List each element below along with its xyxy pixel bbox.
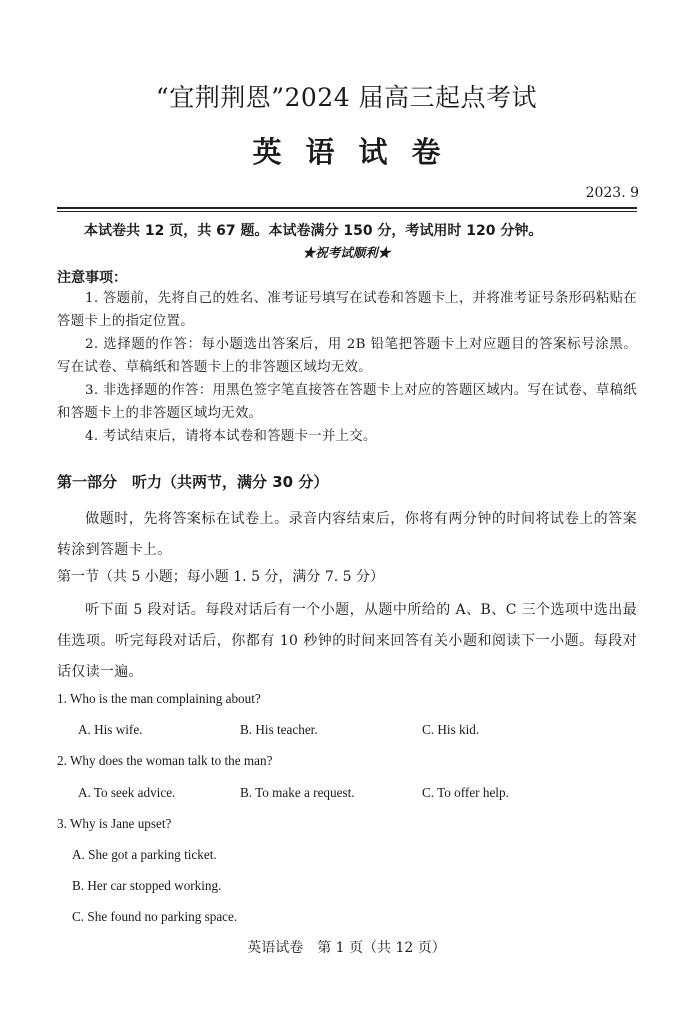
option-b: B. His teacher. [240, 722, 318, 737]
exam-title: “宜荆荆恩”2024 届高三起点考试 [155, 83, 538, 112]
option-a: A. She got a parking ticket. [72, 847, 217, 862]
option-b: B. Her car stopped working. [72, 878, 222, 893]
note-item: 2. 选择题的作答：每小题选出答案后，用 2B 铅笔把答题卡上对应题目的答案标号涂黑。写在试卷、草稿纸和答题卡上的非答题区域均无效。 [57, 337, 637, 375]
exam-date: 2023. 9 [585, 185, 639, 201]
option-c: C. She found no parking space. [72, 909, 238, 924]
option-b: B. To make a request. [240, 785, 355, 800]
question-stem: 3. Why is Jane upset? [57, 816, 172, 831]
option-a: A. His wife. [78, 722, 143, 737]
header-rule-thin [57, 211, 637, 212]
part1-intro: 做题时，先将答案标在试卷上。录音内容结束后，你将有两分钟的时间将试卷上的答案转涂到答题卡上。 [57, 511, 637, 558]
option-c: C. His kid. [422, 722, 480, 737]
header-rule-thick [57, 207, 637, 209]
note-item: 1. 答题前，先将自己的姓名、准考证号填写在试卷和答题卡上，并将准考证号条形码粘贴在答题卡上的指定位置。 [57, 291, 637, 329]
question-stem: 2. Why does the woman talk to the man? [57, 753, 273, 768]
option-a: A. To seek advice. [78, 785, 176, 800]
part1-heading: 第一部分 听力（共两节，满分 30 分） [57, 473, 329, 491]
exam-summary: 本试卷共 12 页，共 67 题。本试卷满分 150 分，考试用时 120 分钟。 [84, 223, 543, 239]
note-item: 4. 考试结束后，请将本试卷和答题卡一并上交。 [85, 429, 377, 444]
page-footer: 英语试卷 第 1 页（共 12 页） [247, 940, 446, 956]
note-item: 3. 非选择题的作答：用黑色签字笔直接答在答题卡上对应的答题区域内。写在试卷、草稿纸和答题卡上的非答题区域均无效。 [57, 383, 637, 421]
subject-title: 英语试卷 [252, 135, 465, 169]
option-c: C. To offer help. [422, 785, 509, 800]
notes-heading: 注意事项： [57, 270, 127, 286]
section1-instructions: 听下面 5 段对话。每段对话后有一个小题，从题中所给的 A、B、C 三个选项中选出最佳选项。听完每段对话后，你都有 10 秒钟的时间来回答有关小题和阅读下一小题。每段对话仅读一遍。 [57, 602, 637, 680]
section1-heading: 第一节（共 5 小题；每小题 1. 5 分，满分 7. 5 分） [57, 569, 385, 585]
good-luck-banner: ★祝考试顺利★ [302, 245, 391, 260]
question-stem: 1. Who is the man complaining about? [57, 691, 261, 706]
